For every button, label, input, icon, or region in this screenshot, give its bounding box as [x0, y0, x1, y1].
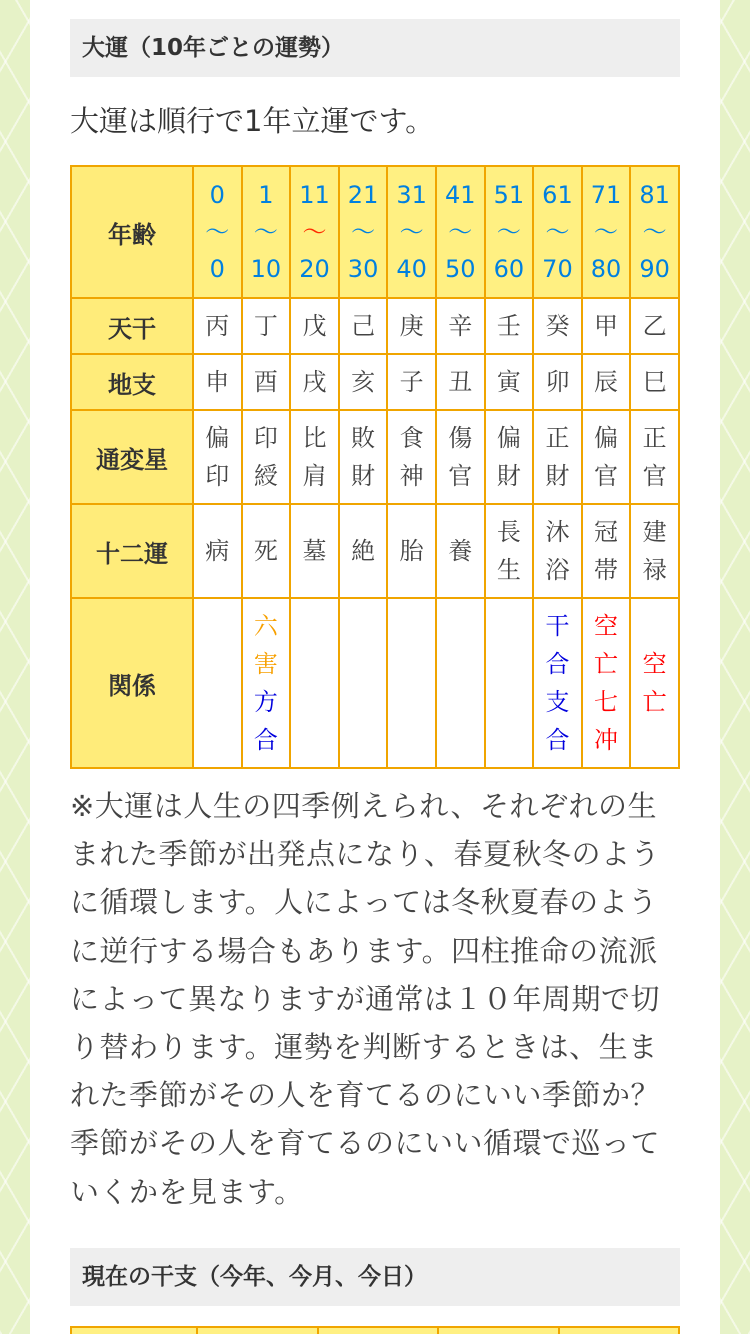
- tenkan-cell: 庚: [387, 298, 436, 354]
- tsuhen-char: 印: [253, 424, 278, 452]
- row-label-tenkan: 天干: [71, 298, 193, 354]
- juniun-char: 冠: [594, 518, 619, 546]
- tenkan-cell: 丁: [242, 298, 291, 354]
- tenkan-cell: 甲: [582, 298, 631, 354]
- kankei-cell: [582, 598, 631, 768]
- tsuhen-char: 官: [448, 462, 473, 490]
- kankei-char: 害: [253, 650, 278, 678]
- juniun-char: 浴: [545, 556, 570, 584]
- daiun-table: [70, 165, 680, 769]
- age-to: 70: [542, 254, 573, 283]
- tsuhen-char: 偏: [594, 424, 619, 452]
- kankei-char: 支: [545, 688, 570, 716]
- juniun-char: 絶: [351, 537, 376, 565]
- chishi-cell: 寅: [485, 354, 534, 410]
- age-tilde: 〜: [448, 217, 473, 246]
- age-cell: [339, 166, 388, 298]
- chishi-cell: 申: [193, 354, 242, 410]
- main-content: [30, 0, 720, 1334]
- tsuhen-char: 偏: [205, 424, 230, 452]
- age-cell: [387, 166, 436, 298]
- age-cell: [290, 166, 339, 298]
- row-tsuhen: [71, 410, 679, 504]
- chishi-cell: 子: [387, 354, 436, 410]
- age-cell: [242, 166, 291, 298]
- kanshi-table-cell: [438, 1327, 559, 1334]
- row-tenkan: [71, 298, 679, 354]
- age-cell: [485, 166, 534, 298]
- age-to: 90: [639, 254, 670, 283]
- age-tilde: 〜: [594, 217, 619, 246]
- kanshi-table-cell: [197, 1327, 318, 1334]
- juniun-cell: [339, 504, 388, 598]
- juniun-cell: [387, 504, 436, 598]
- chishi-cell: 亥: [339, 354, 388, 410]
- age-from: 71: [590, 180, 622, 209]
- age-from: 31: [396, 180, 427, 209]
- kankei-cell: [533, 598, 582, 768]
- juniun-cell: [630, 504, 679, 598]
- row-label-age: 年齢: [71, 166, 193, 298]
- age-from: 11: [299, 180, 330, 209]
- tenkan-cell: 己: [339, 298, 388, 354]
- juniun-cell: [485, 504, 534, 598]
- age-to: 30: [347, 254, 379, 283]
- tsuhen-char: 財: [496, 462, 521, 490]
- kankei-cell: [485, 598, 534, 768]
- kanshi-table-partial: [70, 1326, 680, 1334]
- juniun-char: 帯: [594, 556, 619, 584]
- kankei-cell: [387, 598, 436, 768]
- juniun-cell: [582, 504, 631, 598]
- age-tilde: 〜: [642, 217, 667, 246]
- kankei-char: 冲: [594, 726, 619, 754]
- daiun-note: ※大運は人生の四季例えられ、それぞれの生まれた季節が出発点になり、春夏秋冬のように循環します。人によっては冬秋夏春のように逆行する場合もあります。四柱推命の流派によって異なりますが通常は１０年周期で切り替わります。運勢を判断するときは、生まれた季節がその人を育てるのにいい季節か？季節がその人を育てるのにいい循環で巡っていくかを見ます。: [70, 789, 661, 1209]
- age-tilde: 〜: [351, 217, 376, 246]
- kankei-char: 干: [545, 612, 570, 640]
- tsuhen-char: 官: [642, 462, 667, 490]
- tsuhen-cell: [485, 410, 534, 504]
- age-cell: [436, 166, 485, 298]
- tsuhen-char: 食: [399, 424, 424, 452]
- section-heading-daiun: 大運（10年ごとの運勢）: [70, 19, 680, 77]
- age-to: 50: [444, 254, 476, 283]
- age-from: 61: [542, 180, 573, 209]
- tsuhen-char: 比: [302, 424, 327, 452]
- tenkan-cell: 乙: [630, 298, 679, 354]
- juniun-char: 生: [496, 556, 521, 584]
- age-to: 0: [209, 254, 225, 283]
- kankei-cell: [630, 598, 679, 768]
- juniun-char: 胎: [399, 537, 424, 565]
- tsuhen-char: 財: [545, 462, 570, 490]
- tsuhen-char: 敗: [351, 424, 376, 452]
- row-label-kankei: 関係: [71, 598, 193, 768]
- row-label-tsuhen: 通変星: [71, 410, 193, 504]
- age-tilde: 〜: [496, 217, 521, 246]
- age-tilde: 〜: [302, 217, 327, 246]
- juniun-cell: [193, 504, 242, 598]
- age-to: 20: [299, 254, 330, 283]
- juniun-cell: [290, 504, 339, 598]
- intro-text: 大運は順行で1年立運です。: [70, 104, 435, 138]
- tsuhen-char: 綬: [253, 462, 278, 490]
- tsuhen-cell: [436, 410, 485, 504]
- row-label-juniun: 十二運: [71, 504, 193, 598]
- kankei-char: 合: [253, 726, 278, 754]
- kankei-cell: [242, 598, 291, 768]
- tsuhen-cell: [290, 410, 339, 504]
- tsuhen-cell: [339, 410, 388, 504]
- juniun-char: 病: [205, 537, 230, 565]
- age-from: 41: [444, 180, 476, 209]
- tsuhen-char: 官: [594, 462, 619, 490]
- row-chishi: [71, 354, 679, 410]
- row-kankei: [71, 598, 679, 768]
- age-cell: [193, 166, 242, 298]
- age-from: 0: [209, 180, 225, 209]
- juniun-char: 禄: [642, 556, 667, 584]
- age-cell: [582, 166, 631, 298]
- chishi-cell: 卯: [533, 354, 582, 410]
- tenkan-cell: 丙: [193, 298, 242, 354]
- kanshi-table-cell: [71, 1327, 197, 1334]
- kanshi-table-cell: [318, 1327, 439, 1334]
- age-tilde: 〜: [253, 217, 278, 246]
- kanshi-table-cell: [559, 1327, 680, 1334]
- tsuhen-char: 正: [642, 424, 667, 452]
- age-from: 1: [258, 180, 274, 209]
- chishi-cell: 戌: [290, 354, 339, 410]
- juniun-char: 沐: [545, 518, 570, 546]
- age-to: 40: [396, 254, 427, 283]
- section-heading-kanshi: 現在の干支（今年、今月、今日）: [70, 1248, 680, 1306]
- kankei-char: 合: [545, 726, 570, 754]
- juniun-cell: [436, 504, 485, 598]
- kankei-char: 六: [253, 612, 278, 640]
- age-tilde: 〜: [205, 217, 230, 246]
- juniun-char: 建: [642, 518, 667, 546]
- chishi-cell: 巳: [630, 354, 679, 410]
- kankei-char: 七: [594, 688, 619, 716]
- tenkan-cell: 辛: [436, 298, 485, 354]
- kankei-cell: [193, 598, 242, 768]
- age-to: 60: [493, 254, 525, 283]
- tsuhen-cell: [582, 410, 631, 504]
- tenkan-cell: 癸: [533, 298, 582, 354]
- kankei-char: 亡: [642, 688, 667, 716]
- chishi-cell: 酉: [242, 354, 291, 410]
- kankei-cell: [436, 598, 485, 768]
- age-tilde: 〜: [399, 217, 424, 246]
- kankei-char: 空: [642, 650, 667, 678]
- tsuhen-char: 神: [399, 462, 424, 490]
- tsuhen-char: 正: [545, 424, 570, 452]
- age-to: 10: [250, 254, 282, 283]
- tsuhen-char: 印: [205, 462, 230, 490]
- tsuhen-char: 偏: [496, 424, 521, 452]
- kankei-char: 亡: [594, 650, 619, 678]
- row-juniun: [71, 504, 679, 598]
- age-from: 81: [639, 180, 670, 209]
- age-tilde: 〜: [545, 217, 570, 246]
- row-label-chishi: 地支: [71, 354, 193, 410]
- kankei-char: 合: [545, 650, 570, 678]
- kankei-cell: [290, 598, 339, 768]
- juniun-cell: [533, 504, 582, 598]
- chishi-cell: 丑: [436, 354, 485, 410]
- age-to: 80: [590, 254, 622, 283]
- tenkan-cell: 壬: [485, 298, 534, 354]
- tsuhen-char: 傷: [448, 424, 473, 452]
- age-from: 51: [493, 180, 525, 209]
- kankei-char: 方: [253, 688, 278, 716]
- tsuhen-cell: [193, 410, 242, 504]
- tsuhen-cell: [242, 410, 291, 504]
- tsuhen-cell: [533, 410, 582, 504]
- kankei-char: 空: [594, 612, 619, 640]
- juniun-char: 養: [448, 537, 473, 565]
- juniun-cell: [242, 504, 291, 598]
- juniun-char: 墓: [302, 537, 327, 565]
- tsuhen-char: 肩: [302, 462, 327, 490]
- kankei-cell: [339, 598, 388, 768]
- age-cell: [630, 166, 679, 298]
- age-cell: [533, 166, 582, 298]
- juniun-char: 死: [253, 537, 278, 565]
- chishi-cell: 辰: [582, 354, 631, 410]
- tsuhen-cell: [387, 410, 436, 504]
- row-age: [71, 166, 679, 298]
- tsuhen-cell: [630, 410, 679, 504]
- age-from: 21: [347, 180, 379, 209]
- tsuhen-char: 財: [351, 462, 376, 490]
- tenkan-cell: 戊: [290, 298, 339, 354]
- juniun-char: 長: [496, 518, 521, 546]
